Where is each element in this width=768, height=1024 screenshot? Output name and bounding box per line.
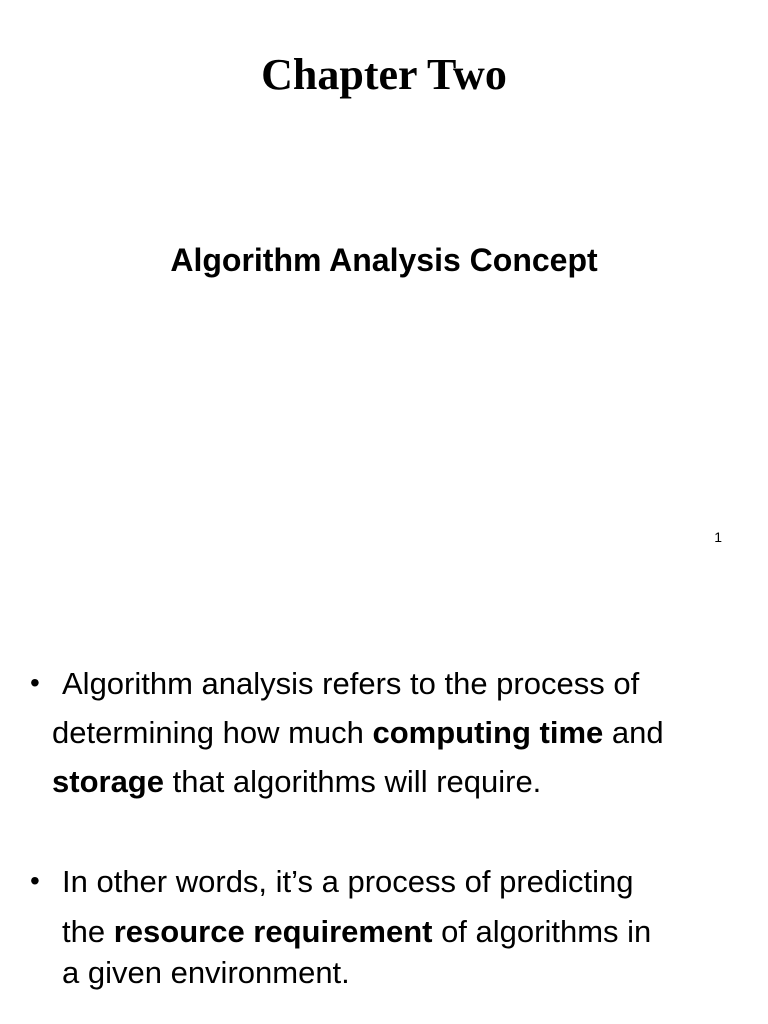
bullet-marker: • — [30, 667, 40, 698]
chapter-subtitle: Algorithm Analysis Concept — [170, 242, 598, 278]
bullet1-line1: Algorithm analysis refers to the process of — [62, 666, 640, 701]
bullet1-line2 — [52, 715, 664, 751]
bullet2-line2-text: the — [62, 914, 114, 949]
emphasis-computing-time: computing time — [372, 715, 604, 750]
page-number: 1 — [714, 529, 722, 545]
bullet-marker: • — [30, 865, 40, 896]
bullet2-line3: a given environment. — [62, 955, 350, 990]
emphasis-resource-requirement: resource requirement — [113, 914, 433, 949]
bullet1-line3-text: that algorithms will require. — [163, 764, 542, 799]
bullet2-line2-text-end: of algorithms in — [432, 914, 652, 949]
slide-definition — [0, 560, 768, 1024]
bullet1-line2-text-end: and — [603, 715, 664, 750]
bullet2-line2 — [62, 914, 651, 950]
bullet1-line3 — [52, 764, 541, 800]
bullet1-line2-text: determining how much — [52, 715, 373, 750]
bullet2-line1: In other words, it’s a process of predicting — [62, 864, 634, 899]
emphasis-storage: storage — [52, 764, 164, 799]
chapter-title: Chapter Two — [261, 50, 507, 99]
